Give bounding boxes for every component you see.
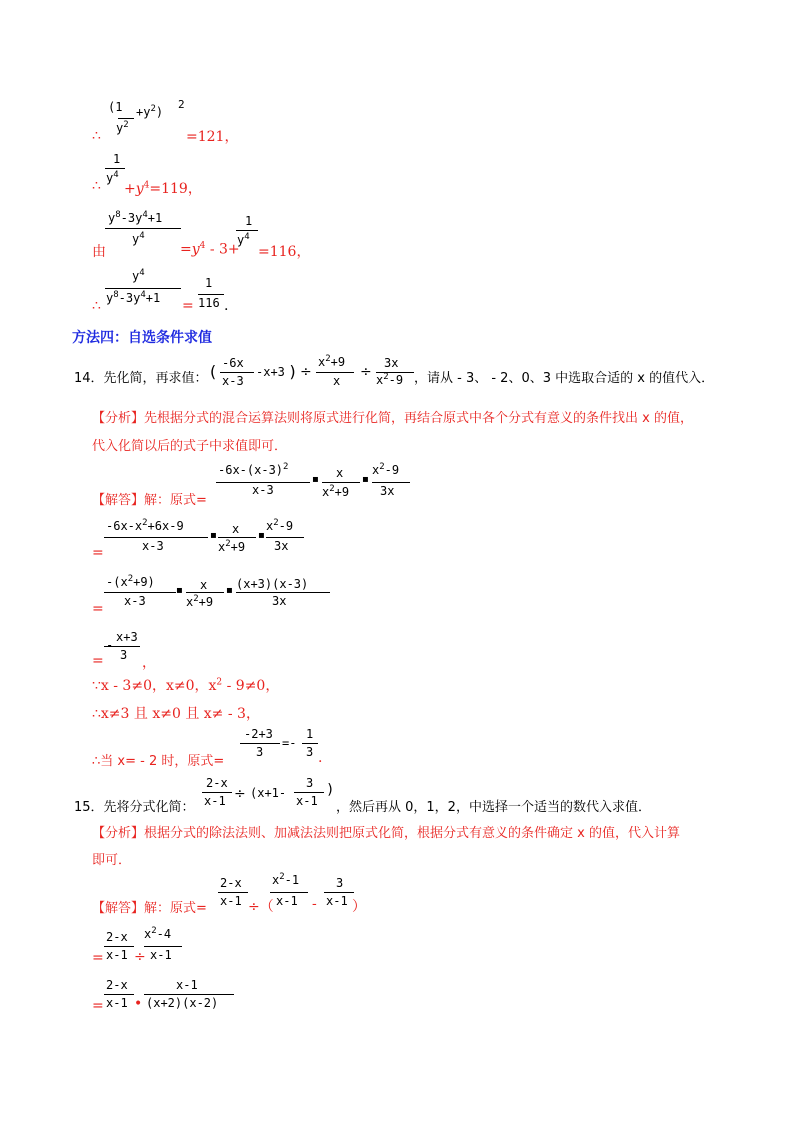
q14-s3-f2-bar	[186, 592, 224, 593]
q15-c-eq: =	[92, 998, 104, 1014]
l1-fraction-bar	[118, 118, 134, 119]
q14-s4-num: x+3	[116, 630, 138, 644]
l2-fraction-bar	[105, 168, 125, 169]
q15-a-minus: -	[312, 896, 317, 912]
q15-div: ÷	[234, 786, 246, 802]
q14-f3-num: 3x	[384, 356, 399, 370]
q15-b-f1-bar	[104, 946, 134, 947]
q14-s2-f2-num: x	[232, 522, 240, 536]
q15-a-f1-bar	[218, 892, 248, 893]
q14-f3-den: $x^2-9$	[376, 372, 404, 387]
q14-when-num: -2+3	[244, 727, 273, 741]
q14-s4-comma: ，	[142, 655, 156, 671]
l2-den: $y^4$	[106, 170, 119, 185]
q14-s2-f3-bar	[266, 537, 304, 538]
q14-s3-num: $-(x^2+9)$	[106, 574, 155, 589]
q14-s2-eq: =	[92, 545, 104, 561]
l1-paren-open: (1	[108, 100, 123, 114]
l1-square: 2	[178, 98, 185, 111]
therefore-symbol: ∴	[92, 178, 101, 194]
q15-close: )	[326, 782, 335, 798]
q14-paren: (	[208, 362, 218, 381]
q15-c-dot: •	[134, 996, 143, 1012]
q15-a-div: ÷（	[248, 899, 274, 915]
l1-den: $y^2$	[116, 120, 129, 135]
l3-frac-num: 1	[245, 214, 253, 228]
q14-s3-eq: =	[92, 601, 104, 617]
q14-s1-den: x-3	[252, 483, 274, 497]
q14-s4-minus: -	[106, 638, 114, 652]
q14-s3-f2-den: $x^2+9$	[186, 594, 214, 609]
q14-s1-f3-num: $x^2-9$	[372, 462, 400, 477]
q14-s2-dot1: ▪	[210, 530, 217, 541]
q15-f2-num: 3	[306, 776, 314, 790]
q15-a-f3-num: 3	[336, 876, 344, 890]
q14-s4-eq: =	[92, 653, 104, 669]
q14-analysis-line2: 代入化简以后的式子中求值即可．	[92, 439, 288, 454]
q14-s2-f3-den: 3x	[274, 539, 289, 553]
q15-c-f1-bar	[104, 994, 134, 995]
q14-s1-f2-den: $x^2+9$	[322, 484, 350, 499]
l3-frac-bar	[236, 230, 258, 231]
q14-s2-bar	[104, 537, 208, 538]
q14-when-dot: .	[318, 750, 323, 766]
q14-hence: ∴x≠3 且 x≠0 且 x≠ - 3，	[92, 706, 260, 722]
q14-when-ans-den: 3	[306, 745, 314, 759]
q14-when-den: 3	[256, 745, 264, 759]
q14-s1-f3-bar	[372, 482, 410, 483]
q15-a-f1-den: x-1	[220, 894, 242, 908]
q14-s1-f3-den: 3x	[380, 484, 395, 498]
q14-s3-f3-den: 3x	[272, 594, 287, 608]
q14-s3-bar	[104, 592, 176, 593]
q15-a-f3-bar	[324, 892, 354, 893]
q15-a-close: ）	[352, 899, 366, 915]
q15-c-f2-num: x-1	[176, 978, 198, 992]
q15-c-f2-den: (x+2)(x-2)	[146, 996, 219, 1010]
l2-result: $+y^4=119$，	[124, 180, 202, 197]
q14-s2-f2-den: $x^2+9$	[218, 539, 246, 554]
l4-ans-bar	[198, 294, 224, 295]
q14-when-eq: =-	[282, 736, 297, 750]
q14-when-ans-bar	[302, 743, 318, 744]
q15-b-f2-bar	[144, 946, 182, 947]
q15-b-eq: =	[92, 950, 104, 966]
l3-middle: $=y^4 - 3+$	[180, 241, 240, 258]
therefore-symbol: ∴	[92, 128, 101, 144]
q15-a-f2-bar	[270, 892, 308, 893]
q15-prefix: 15．先将分式化简：	[74, 800, 195, 815]
l1-tail: $+y^2$)	[136, 104, 164, 119]
q14-when-bar	[240, 743, 280, 744]
q14-s2-dot2: ▪	[258, 530, 265, 541]
l4-ans-num: 1	[205, 276, 213, 290]
q15-analysis-line1: 【分析】根据分式的除法法则、加减法法则把原式化简，根据分式有意义的条件确定 x 的值，代入计算	[92, 826, 680, 841]
l4-den: $y^8-3y^4+1$	[106, 290, 161, 305]
q14-since: ∵x - 3≠0，x≠0，$x^2 - 9\ne 0$，	[92, 677, 280, 694]
q14-f2-bar	[316, 372, 354, 373]
q15-c-f1-num: 2-x	[106, 978, 128, 992]
l4-ans-den: 116	[198, 296, 220, 310]
q14-f1-num: -6x	[222, 356, 244, 370]
q14-s2-f3-num: $x^2-9$	[266, 518, 294, 533]
l3-fraction-bar	[105, 228, 181, 229]
q15-b-div: ÷	[134, 949, 146, 965]
q14-s1-dot1: ▪	[312, 474, 319, 485]
q14-s1-dot2: ▪	[362, 474, 369, 485]
q15-f2-den: x-1	[296, 794, 318, 808]
q14-suffix: ，请从 - 3、 - 2、0、3 中选取合适的 x 的值代入．	[414, 371, 715, 386]
therefore-symbol: ∴	[92, 298, 101, 314]
q15-b-f1-den: x-1	[106, 948, 128, 962]
q14-f1-den: x-3	[222, 374, 244, 388]
q15-c-f1-den: x-1	[106, 996, 128, 1010]
section-heading: 方法四：自选条件求值	[72, 330, 212, 346]
q14-when-ans-num: 1	[306, 727, 314, 741]
q15-b-f2-den: x-1	[150, 948, 172, 962]
you-label: 由	[92, 244, 106, 260]
q14-tail: -x+3	[256, 365, 285, 379]
l2-num: 1	[113, 152, 121, 166]
l3-result: =116，	[258, 244, 311, 260]
q15-analysis-line2: 即可．	[92, 853, 132, 868]
l4-fraction-bar	[105, 288, 181, 289]
q14-div: ÷	[300, 364, 312, 380]
q14-when: ∴当 x= - 2 时，原式=	[92, 754, 225, 769]
q15-a-f2-den: x-1	[276, 894, 298, 908]
q15-c-f2-bar	[144, 994, 234, 995]
q14-s3-f3-bar	[236, 592, 330, 593]
q14-s2-f2-bar	[218, 537, 256, 538]
q14-s2-den: x-3	[142, 539, 164, 553]
q14-s3-f3-num: (x+3)(x-3)	[236, 577, 309, 591]
q15-b-f1-num: 2-x	[106, 930, 128, 944]
q15-a-f3-den: x-1	[326, 894, 348, 908]
q14-s3-dot2: ▪	[226, 585, 233, 596]
q15-f1-num: 2-x	[206, 776, 228, 790]
q14-s1-f2-num: x	[336, 466, 344, 480]
q15-f2-bar	[294, 792, 324, 793]
q14-s1-f2-bar	[322, 482, 360, 483]
q15-b-f2-num: $x^2-4$	[144, 926, 172, 941]
q15-answer-label: 【解答】解：原式=	[92, 901, 207, 916]
q14-f1-bar	[220, 372, 254, 373]
l1-result: =121，	[186, 129, 239, 145]
q14-s3-den: x-3	[124, 594, 146, 608]
q14-f2-num: $x^2+9$	[318, 354, 346, 369]
q14-s4-den: 3	[120, 648, 128, 662]
q14-div2: ÷	[360, 364, 372, 380]
l3-frac-den: $y^4$	[237, 232, 250, 247]
l3-num: $y^8-3y^4+1$	[108, 210, 163, 225]
q14-paren-close: )	[288, 362, 298, 381]
l4-num: $y^4$	[132, 268, 145, 283]
q14-prefix: 14．先化简，再求值：	[74, 371, 208, 386]
q15-suffix: ，然后再从 0，1，2，中选择一个适当的数代入求值．	[336, 800, 651, 815]
q14-analysis-line1: 【分析】先根据分式的混合运算法则将原式进行化简，再结合原式中各个分式有意义的条件找出 x 的值，	[92, 411, 693, 426]
q15-f1-bar	[202, 792, 232, 793]
q14-s3-dot1: ▪	[176, 585, 183, 596]
q15-a-f2-num: $x^2-1$	[272, 872, 300, 887]
l4-dot: .	[224, 298, 229, 314]
q14-s2-num: $-6x-x^2+6x-9$	[106, 518, 184, 533]
q15-f1-den: x-1	[204, 794, 226, 808]
l3-den: $y^4$	[132, 231, 145, 246]
q15-a-f1-num: 2-x	[220, 876, 242, 890]
q14-s1-num: $-6x-(x-3)^2$	[218, 462, 289, 477]
q14-f2-den: x	[333, 374, 341, 388]
l4-equals: =	[182, 298, 194, 314]
q14-answer-label: 【解答】解：原式=	[92, 493, 207, 508]
q14-s3-f2-num: x	[200, 578, 208, 592]
q15-paren: (x+1-	[250, 786, 287, 800]
